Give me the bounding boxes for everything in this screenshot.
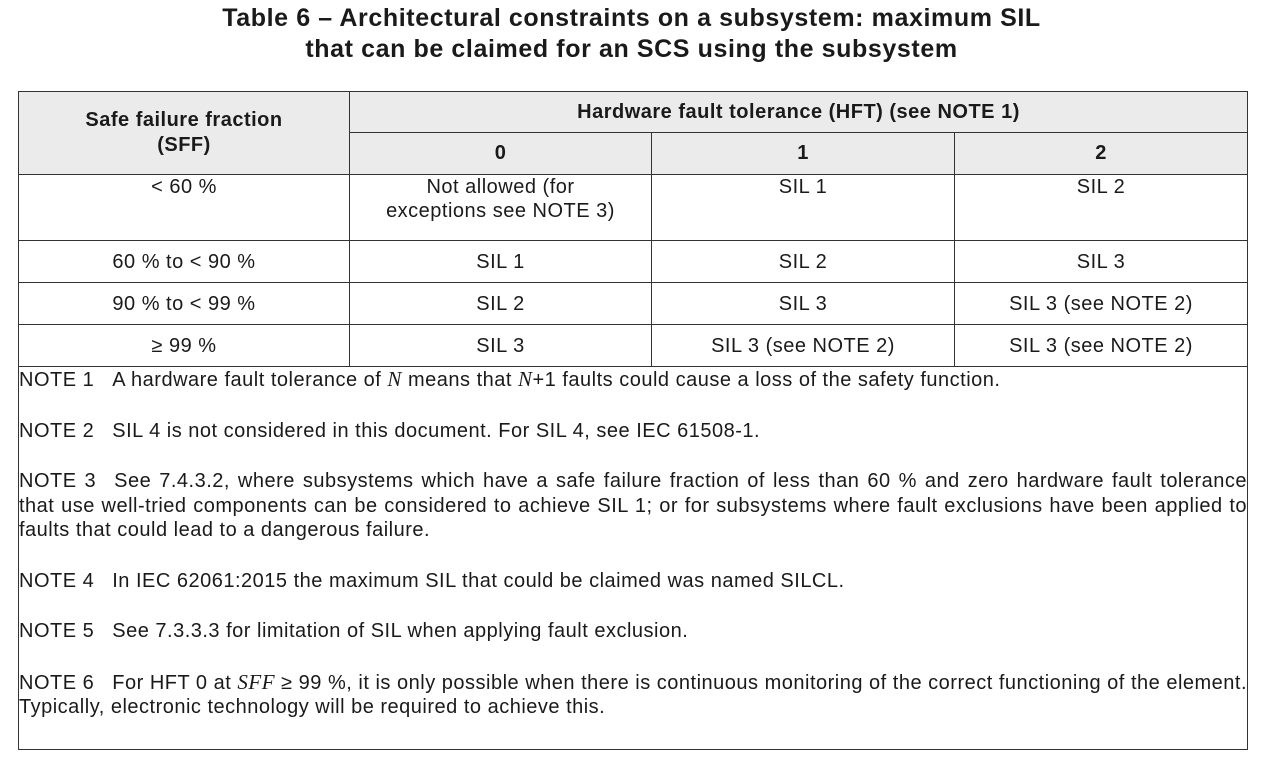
note-variable: SFF [237, 669, 276, 694]
sil-cell: SIL 3 [350, 325, 652, 367]
table-title-line-1: Table 6 – Architectural constraints on a subsystem: maximum SIL [222, 4, 1041, 32]
table-row [19, 283, 1248, 325]
sil-cell: SIL 3 [652, 283, 955, 325]
note-1 [19, 367, 1247, 393]
sil-cell: SIL 2 [955, 175, 1248, 241]
note-label: NOTE 1 [19, 369, 95, 391]
hft-column-1: 1 [652, 133, 955, 175]
sil-cell: SIL 3 [955, 241, 1248, 283]
sff-cell: ≥ 99 % [19, 325, 350, 367]
sff-header-line-1: Safe failure fraction [85, 109, 283, 131]
note-text: A hardware fault tolerance of [112, 369, 388, 391]
sil-cell: SIL 1 [350, 241, 652, 283]
sil-cell: SIL 3 (see NOTE 2) [955, 325, 1248, 367]
note-text: SIL 4 is not considered in this document. For SIL 4, see IEC 61508-1. [112, 419, 761, 442]
sil-cell [350, 175, 652, 241]
note-6 [19, 670, 1247, 720]
note-text: +1 faults could cause a loss of the safety function. [532, 369, 1001, 391]
note-text: See 7.4.3.2, where subsystems which have a safe failure fraction of less than 60 % and zero hardware fault tolerance that use well-tried components can be considered to achieve SIL 1; or for subsystems where fault exclusions have been applied to faults that could lead to a dangerous failure. [19, 470, 1248, 541]
notes-cell [19, 367, 1248, 750]
note-variable: N [517, 367, 533, 391]
sff-cell: < 60 % [19, 175, 350, 241]
table-title-line-2: that can be claimed for an SCS using the subsystem [305, 35, 958, 63]
sil-cell: SIL 2 [652, 241, 955, 283]
sil-cell: SIL 3 (see NOTE 2) [955, 283, 1248, 325]
note-label: NOTE 3 [19, 470, 97, 492]
table-row [19, 241, 1248, 283]
table-title [0, 3, 1263, 65]
note-text: See 7.3.3.3 for limitation of SIL when applying fault exclusion. [112, 620, 689, 642]
note-label: NOTE 2 [19, 419, 95, 442]
sil-cell: SIL 2 [350, 283, 652, 325]
table-row [19, 175, 1248, 241]
sil-constraints-table [18, 91, 1248, 750]
note-4 [19, 569, 1247, 594]
sil-cell: SIL 3 (see NOTE 2) [652, 325, 955, 367]
table-row [19, 325, 1248, 367]
note-text: means that [401, 369, 518, 391]
note-text: In IEC 62061:2015 the maximum SIL that could be claimed was named SILCL. [112, 569, 845, 592]
note-5 [19, 619, 1247, 644]
sff-header-line-2: (SFF) [157, 134, 211, 156]
sil-cell-line-1: Not allowed (for [426, 176, 575, 198]
note-variable: N [387, 367, 402, 391]
hft-column-0: 0 [350, 133, 652, 175]
note-label: NOTE 4 [19, 569, 95, 592]
note-text: ≥ 99 %, it is only possible when there is continuous monitoring of the correct functioning of the element. Typically, electronic technology will be required to achieve this. [19, 671, 1248, 718]
sff-cell: 90 % to < 99 % [19, 283, 350, 325]
sil-cell: SIL 1 [652, 175, 955, 241]
note-label: NOTE 5 [19, 620, 95, 642]
note-text: For HFT 0 at [112, 671, 238, 694]
sil-cell-line-2: exceptions see NOTE 3) [386, 200, 615, 222]
sff-cell: 60 % to < 90 % [19, 241, 350, 283]
note-2 [19, 419, 1247, 444]
hft-header: Hardware fault tolerance (HFT) (see NOTE 1) [350, 92, 1248, 133]
hft-column-2: 2 [955, 133, 1248, 175]
note-3 [19, 469, 1247, 543]
note-label: NOTE 6 [19, 671, 95, 694]
sff-header [19, 92, 350, 175]
